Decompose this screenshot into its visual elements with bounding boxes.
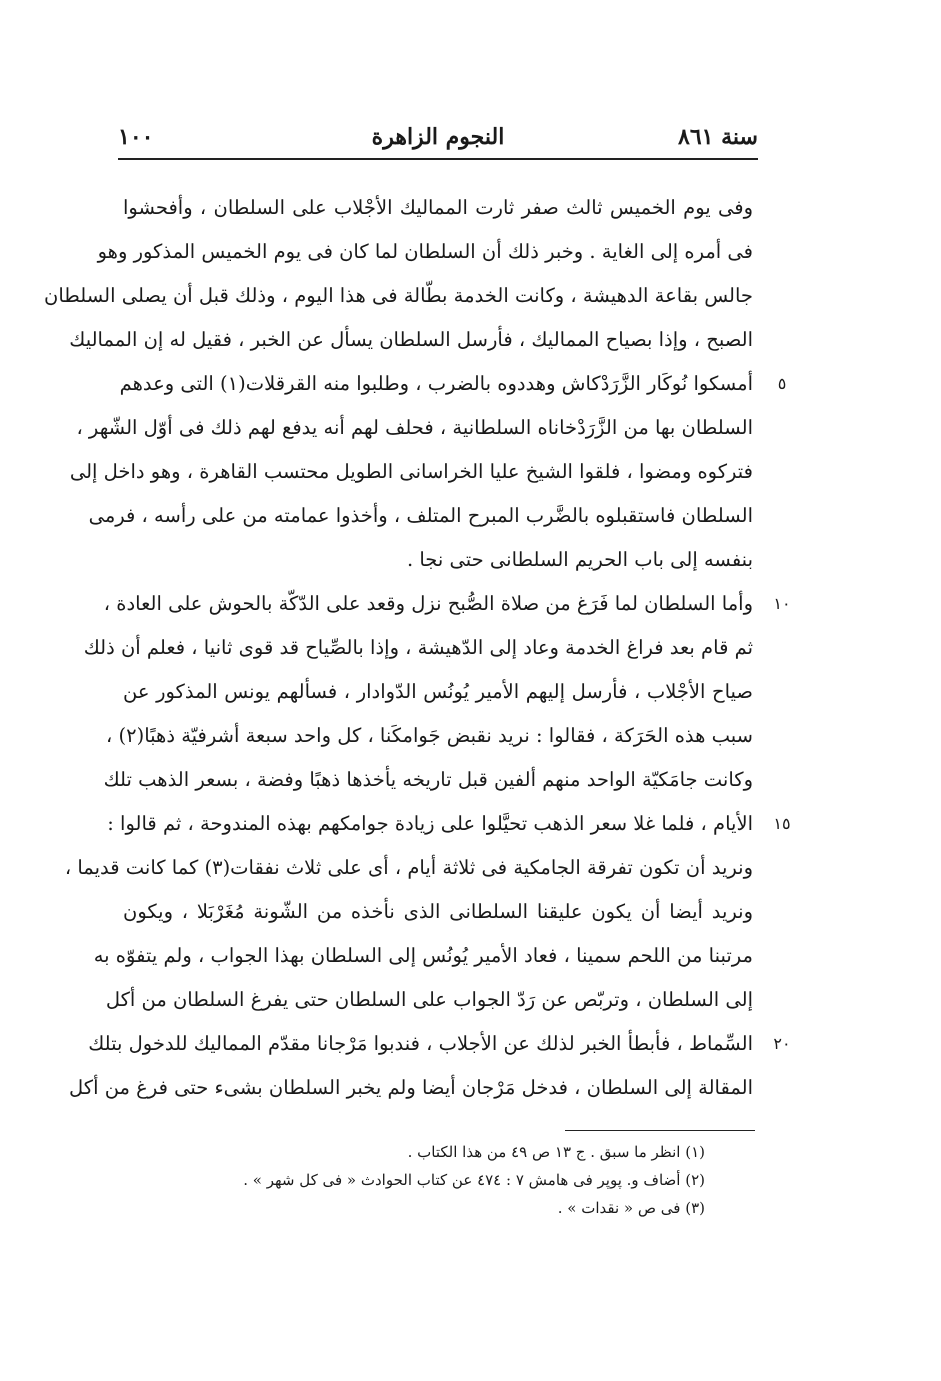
text-line: السلطان فاستقبلوه بالضَّرب المبرح المتلف ، وأخذوا عمامته من على رأسه ، فرمى <box>88 504 753 527</box>
text-line: صياح الأجْلاب ، فأرسل إليهم الأمير يُونُس الدّوادار ، فسألهم يونس المذكور عن <box>123 680 753 703</box>
text-line: وكانت جامَكيّة الواحد منهم ألفين قبل تاريخه يأخذها ذهبًا وفضة ، بسعر الذهب تلك <box>103 768 753 791</box>
text-line: ونريد أن تكون تفرقة الجامكية فى ثلاثة أيام ، أى على ثلاث نفقات(٣) كما كانت قديما ، <box>64 856 753 879</box>
text-line: السلطان بها من الزَّرَدْخاناه السلطانية ، فحلف لهم أنه يدفع لهم ذلك فى أوّل الشّهر ، <box>76 416 753 439</box>
footnote: (٢) أضاف و. پوپر فى هامش ٧ : ٤٧٤ عن كتاب الحوادث « فى كل شهر » . <box>243 1171 705 1189</box>
text-line: الأيام ، فلما غلا سعر الذهب تحيَّلوا على زيادة جوامكهم بهذه المندوحة ، ثم قالوا : <box>107 812 753 835</box>
text-line: بنفسه إلى باب الحريم السلطانى حتى نجا . <box>406 548 753 571</box>
footnote-divider <box>565 1130 755 1131</box>
text-line: فتركوه ومضوا ، فلقوا الشيخ عليا الخراسانى الطويل محتسب القاهرة ، وهو داخل إلى <box>69 460 753 483</box>
text-line: إلى السلطان ، وتربّص عن رَدّ الجواب على السلطان حتى يفرغ السلطان من أكل <box>105 988 753 1011</box>
line-number-marker: ٥ <box>777 374 787 393</box>
footnote: (١) انظر ما سبق . ج ١٣ ص ٤٩ من هذا الكتاب . <box>407 1143 705 1161</box>
text-line: جالس بقاعة الدهيشة ، وكانت الخدمة بطّالة فى هذا اليوم ، وذلك قبل أن يصلى السلطان <box>44 284 753 307</box>
footnote: (٣) فى ص « نقدات » . <box>557 1199 705 1217</box>
text-line: المقالة إلى السلطان ، فدخل مَرْجان أيضا ولم يخبر السلطان بشىء حتى فرغ من أكل <box>69 1076 753 1099</box>
text-line: ونريد أيضا أن يكون عليقنا السلطانى الذى نأخذه من الشّونة مُغَرْبَلا ، ويكون <box>123 900 753 923</box>
text-line: السِّماط ، فأبطأ الخبر لذلك عن الأجلاب ، فندبوا مَرْجانا مقدّم المماليك للدخول بتلك <box>88 1032 753 1055</box>
line-number-marker: ١٠ <box>773 594 791 613</box>
text-line: سبب هذه الحَرَكة ، فقالوا : نريد نقبض جَوامكَنا ، كل واحد سبعة أشرفيّة ذهبًا(٢) ، <box>106 724 753 747</box>
text-line: مرتبنا من اللحم سمينا ، فعاد الأمير يُونُس إلى السلطان بهذا الجواب ، ولم يتفوّه به <box>93 944 753 967</box>
year-label: سنة ٨٦١ <box>678 124 758 150</box>
text-line: الصبح ، وإذا بصياح المماليك ، فأرسل السلطان يسأل عن الخبر ، فقيل له إن المماليك <box>69 328 753 351</box>
text-line: أمسكوا نُوكَار الزَّرَدْكاش وهددوه بالضرب ، وطلبوا منه القرقلات(١) التى وعدهم <box>119 372 753 395</box>
page-number: ١٠٠ <box>118 124 154 150</box>
text-line: وأما السلطان لما فَرَغ من صلاة الصُّبح نزل وقعد على الدّكّة بالحوش على العادة ، <box>103 592 753 615</box>
line-number-marker: ١٥ <box>773 814 791 833</box>
page-header <box>118 118 758 160</box>
running-title: النجوم الزاهرة <box>371 124 505 150</box>
line-number-marker: ٢٠ <box>773 1034 791 1053</box>
text-line: وفى يوم الخميس ثالث صفر ثارت المماليك الأجْلاب على السلطان ، وأفحشوا <box>123 196 753 219</box>
text-line: فى أمره إلى الغاية . وخبر ذلك أن السلطان لما كان فى يوم الخميس المذكور وهو <box>97 240 753 263</box>
text-line: ثم قام بعد فراغ الخدمة وعاد إلى الدّهيشة ، وإذا بالصِّياح قد قوى ثانيا ، فعلم أن ذلك <box>83 636 753 659</box>
